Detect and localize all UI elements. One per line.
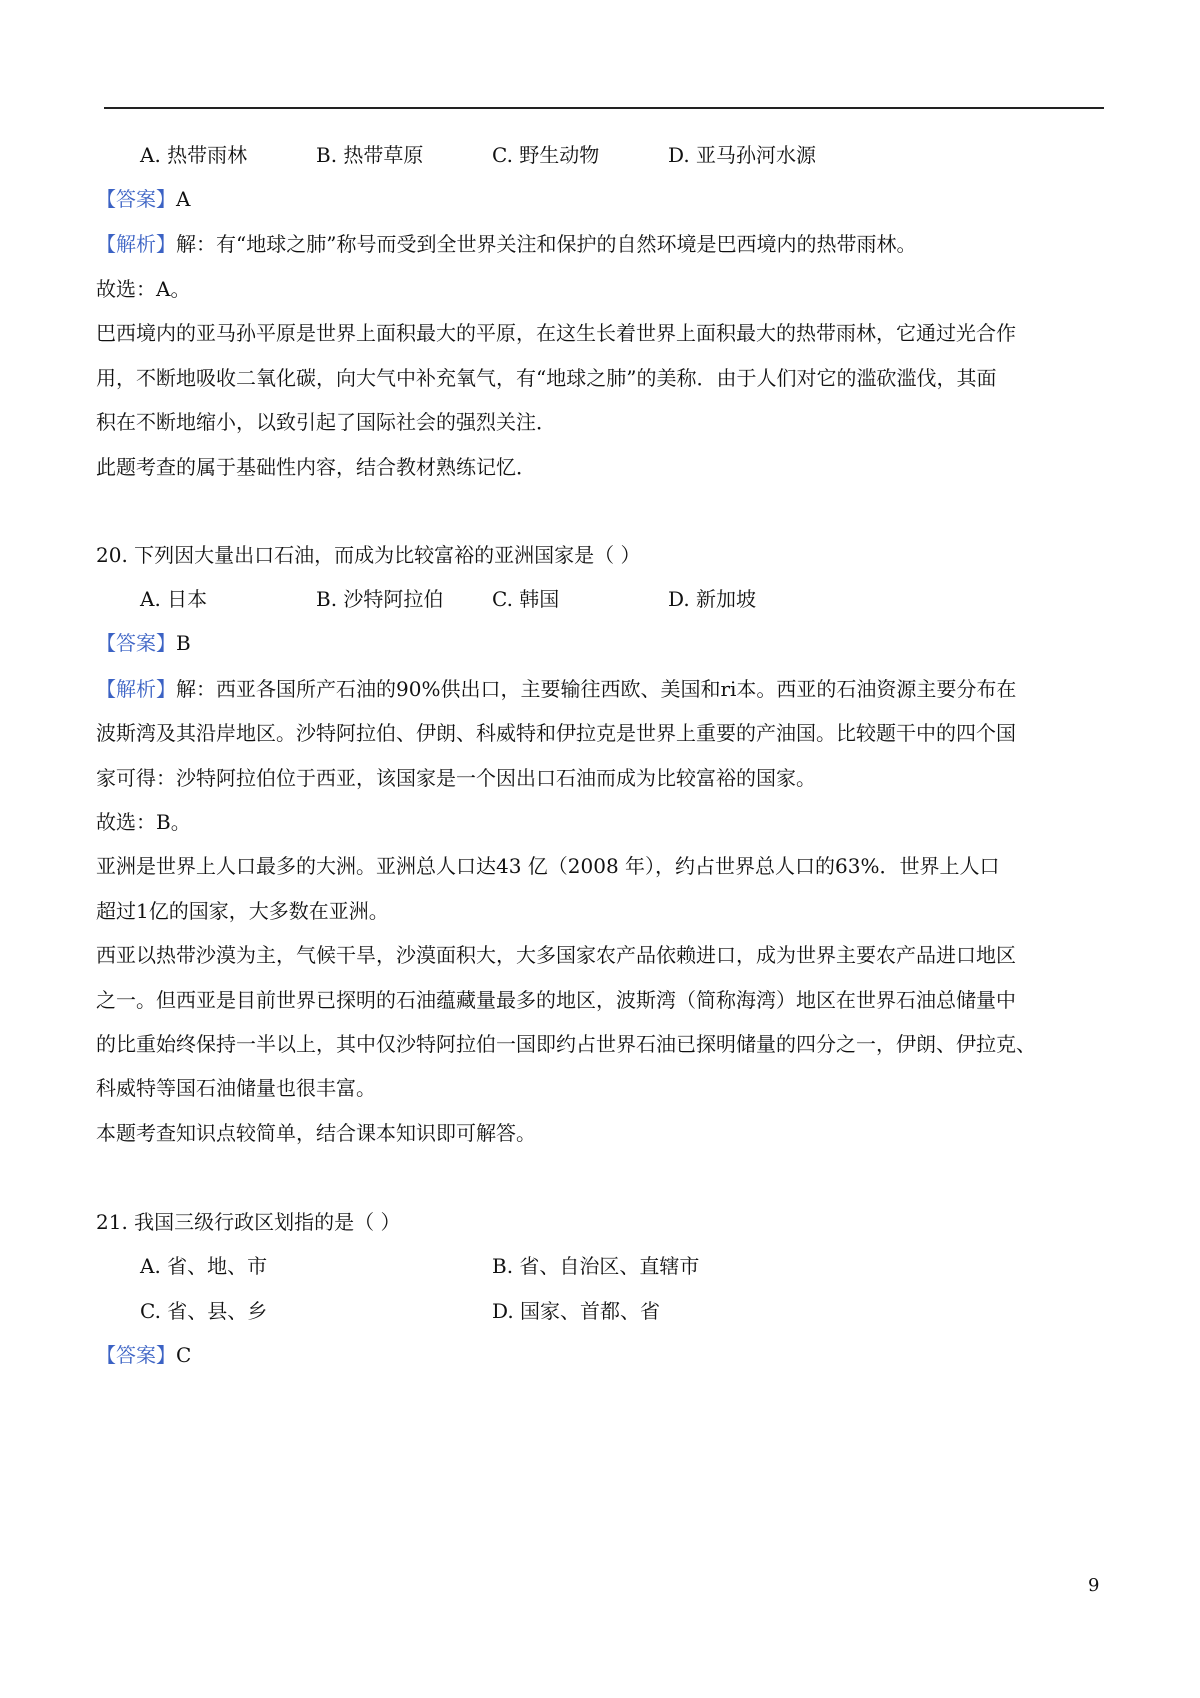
q19-analysis: [96, 231, 916, 257]
q20-paragraph: 西亚以热带沙漠为主，气候干旱，沙漠面积大，大多国家农产品依赖进口，成为世界主要农产品进口地区: [96, 943, 1016, 967]
q20-analysis: [96, 676, 1016, 702]
q20-analysis-line: 家可得：沙特阿拉伯位于西亚，该国家是一个因出口石油而成为比较富裕的国家。: [96, 766, 816, 790]
q19-paragraph: 用，不断地吸收二氧化碳，向大气中补充氧气，有“地球之肺”的美称．由于人们对它的滥砍滥伐，其面: [96, 366, 997, 390]
page-number: 9: [1088, 1575, 1100, 1596]
q20-analysis-line: 波斯湾及其沿岸地区。沙特阿拉伯、伊朗、科威特和伊拉克是世界上重要的产油国。比较题干中的四个国: [96, 721, 1016, 745]
analysis-tag: 【解析】: [96, 232, 176, 256]
q20-answer: [96, 630, 191, 656]
answer-value: C: [176, 1343, 192, 1367]
q21-option-a: A. 省、地、市: [140, 1254, 268, 1278]
q19-select: 故选：A。: [96, 277, 191, 301]
q19-paragraph: 此题考查的属于基础性内容，结合教材熟练记忆．: [96, 455, 536, 479]
q20-select: 故选：B。: [96, 810, 191, 834]
answer-tag: 【答案】: [96, 1343, 176, 1367]
answer-tag: 【答案】: [96, 187, 176, 211]
q19-answer: [96, 186, 190, 212]
q19-paragraph: 巴西境内的亚马孙平原是世界上面积最大的平原，在这生长着世界上面积最大的热带雨林，它通过光合作: [96, 321, 1016, 345]
q20-option-b: B. 沙特阿拉伯: [316, 587, 444, 611]
q21-option-d: D. 国家、首都、省: [492, 1299, 661, 1323]
q20-paragraph: 之一。但西亚是目前世界已探明的石油蕴藏量最多的地区，波斯湾（简称海湾）地区在世界石油总储量中: [96, 988, 1016, 1012]
answer-tag: 【答案】: [96, 631, 176, 655]
analysis-tag: 【解析】: [96, 677, 176, 701]
q21-question: 21. 我国三级行政区划指的是（ ）: [96, 1210, 401, 1234]
q20-option-c: C. 韩国: [492, 587, 560, 611]
q20-option-a: A. 日本: [140, 587, 208, 611]
q19-option-b: B. 热带草原: [316, 143, 424, 167]
analysis-text: 解：西亚各国所产石油的90%供出口，主要输往西欧、美国和ri本。西亚的石油资源主要分布在: [176, 677, 1017, 701]
q20-paragraph: 本题考查知识点较简单，结合课本知识即可解答。: [96, 1121, 536, 1145]
answer-value: B: [176, 631, 191, 655]
answer-value: A: [176, 187, 191, 211]
q19-paragraph: 积在不断地缩小，以致引起了国际社会的强烈关注．: [96, 410, 556, 434]
header-rule: [104, 107, 1104, 109]
q19-option-d: D. 亚马孙河水源: [668, 143, 817, 167]
q21-option-b: B. 省、自治区、直辖市: [492, 1254, 700, 1278]
analysis-text: 解：有“地球之肺”称号而受到全世界关注和保护的自然环境是巴西境内的热带雨林。: [176, 232, 917, 256]
q19-option-c: C. 野生动物: [492, 143, 600, 167]
q21-answer: [96, 1342, 191, 1368]
q19-option-a: A. 热带雨林: [140, 143, 248, 167]
q20-paragraph: 科威特等国石油储量也很丰富。: [96, 1076, 376, 1100]
q21-option-c: C. 省、县、乡: [140, 1299, 268, 1323]
q20-option-d: D. 新加坡: [668, 587, 757, 611]
q20-question: 20. 下列因大量出口石油，而成为比较富裕的亚洲国家是（ ）: [96, 543, 641, 567]
q20-paragraph: 亚洲是世界上人口最多的大洲。亚洲总人口达43 亿（2008 年），约占世界总人口的63%．世界上人口: [96, 854, 1000, 878]
q20-paragraph: 的比重始终保持一半以上，其中仅沙特阿拉伯一国即约占世界石油已探明储量的四分之一，伊朗、伊拉克、: [96, 1032, 1036, 1056]
q20-paragraph: 超过1亿的国家，大多数在亚洲。: [96, 899, 389, 923]
